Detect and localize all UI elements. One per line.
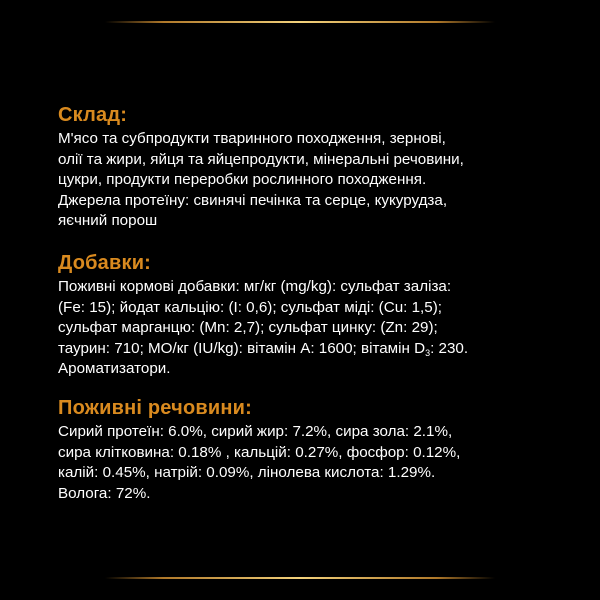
additives-heading: Добавки:: [58, 252, 152, 274]
nutrients-text: [58, 422, 568, 504]
composition-line: яєчний порош: [58, 212, 158, 230]
composition-heading: Склад:: [58, 104, 128, 126]
vitamins-text: таурин: 710; МО/кг (IU/kg): вітамін А: 1600; вітамін D: [58, 339, 426, 357]
nutrients-section: [58, 396, 568, 504]
nutrients-line: Волога: 72%.: [58, 484, 151, 502]
composition-line: олії та жири, яйця та яйцепродукти, мінеральні речовини,: [58, 150, 464, 168]
nutrients-heading: Поживні речовини:: [58, 397, 252, 419]
composition-section: [58, 103, 568, 232]
composition-line: цукри, продукти переробки рослинного походження.: [58, 171, 427, 189]
nutrients-line: калій: 0.45%, натрій: 0.09%, лінолева кислота: 1.29%.: [58, 464, 436, 482]
composition-text: [58, 129, 568, 232]
composition-line: Джерела протеїну: свинячі печінка та серце, кукурудза,: [58, 191, 448, 209]
vitamin-d-value: : 230.: [430, 339, 469, 357]
vitamin-d-subscript: 3: [425, 347, 431, 358]
nutrients-line: Сирий протеїн: 6.0%, сирий жир: 7.2%, сира зола: 2.1%,: [58, 423, 453, 440]
top-gold-divider: [105, 21, 495, 23]
additives-text: [58, 277, 568, 380]
additives-section: [58, 251, 568, 380]
composition-line: М'ясо та субпродукти тваринного походження, зернові,: [58, 130, 446, 147]
additives-line: Ароматизатори.: [58, 360, 171, 378]
additives-line-vitamins: [58, 339, 568, 360]
additives-line: (Fe: 15); йодат кальцію: (I: 0,6); сульфат міді: (Cu: 1,5);: [58, 298, 442, 316]
bottom-gold-divider: [105, 577, 495, 579]
additives-line: Поживні кормові добавки: мг/кг (mg/kg): сульфат заліза:: [58, 278, 452, 295]
nutrients-line: сира клітковина: 0.18% , кальцій: 0.27%, фосфор: 0.12%,: [58, 443, 461, 461]
additives-line: сульфат марганцю: (Mn: 2,7); сульфат цинку: (Zn: 29);: [58, 319, 438, 337]
